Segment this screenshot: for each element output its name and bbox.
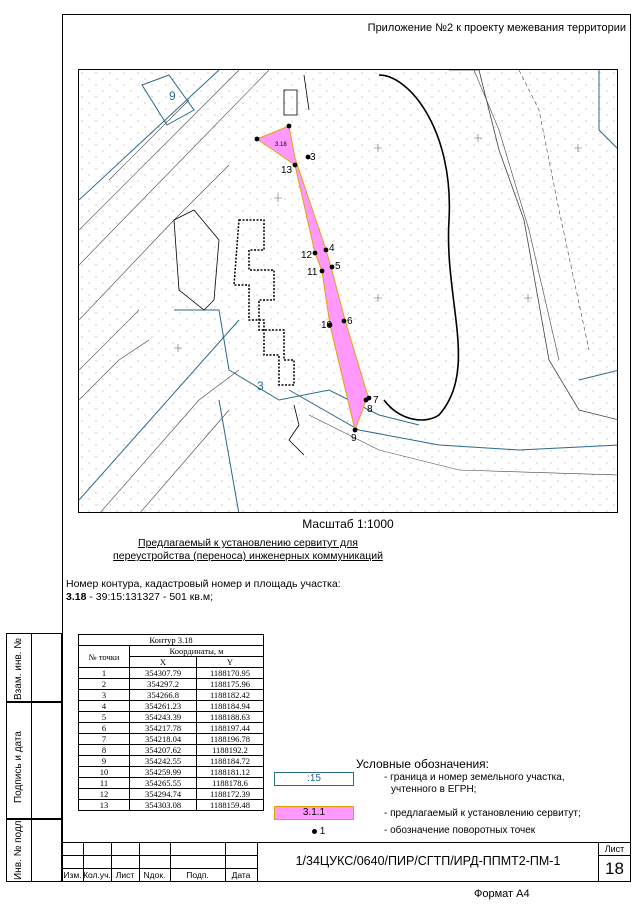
table-row	[79, 756, 264, 767]
coordinates-table	[78, 634, 264, 811]
contour-label: 3.18	[275, 142, 287, 148]
table-row	[79, 690, 264, 701]
tb-col-podp: Подп.	[186, 870, 209, 880]
x-cell: 354294.74	[130, 789, 197, 800]
point-label-3: 4	[329, 243, 335, 254]
turning-point-4	[330, 265, 335, 270]
turning-point-13	[255, 137, 260, 142]
point-number-cell: 5	[79, 712, 130, 723]
legend-point-text: - обозначение поворотных точек	[384, 825, 536, 836]
table-row	[79, 679, 264, 690]
stamp-signature: Подпись и дата	[6, 702, 62, 819]
turning-point-8	[353, 428, 358, 433]
y-cell: 1188170.95	[197, 668, 264, 679]
y-cell: 1188188.63	[197, 712, 264, 723]
sheet-label: Лист	[604, 844, 625, 854]
legend-title: Условные обозначения:	[356, 757, 489, 771]
col-x-header: X	[130, 657, 197, 668]
tb-col-list: Лист	[115, 870, 135, 880]
y-cell: 1188172.39	[197, 789, 264, 800]
map-scale: Масштаб 1:1000	[302, 517, 394, 531]
y-cell: 1188181.12	[197, 767, 264, 778]
servitude-purpose	[62, 537, 434, 563]
turning-point-12	[293, 163, 298, 168]
point-label-12: 13	[281, 165, 293, 176]
table-row	[79, 778, 264, 789]
point-number-cell: 12	[79, 789, 130, 800]
contour-info	[66, 578, 341, 604]
sheet-number: 18	[605, 859, 624, 878]
parcel-label-9: 9	[169, 89, 176, 103]
table-title: Контур 3.18	[79, 635, 264, 646]
point-number-cell: 10	[79, 767, 130, 778]
table-row	[79, 701, 264, 712]
turning-point-11	[313, 251, 318, 256]
title-block	[62, 842, 631, 882]
x-cell: 354217.78	[130, 723, 197, 734]
x-cell: 354207.62	[130, 745, 197, 756]
table-row	[79, 723, 264, 734]
turning-point-3	[324, 248, 329, 253]
turning-point-10	[320, 269, 325, 274]
point-number-cell: 11	[79, 778, 130, 789]
x-cell: 354218.04	[130, 734, 197, 745]
point-number-cell: 4	[79, 701, 130, 712]
legend-point-sample: 1	[312, 826, 325, 837]
col-point-header: № точки	[79, 646, 130, 668]
table-row	[79, 745, 264, 756]
legend-servitude-text: - предлагаемый к установлению сервитут;	[384, 808, 581, 819]
table-row	[79, 712, 264, 723]
x-cell: 354297.2	[130, 679, 197, 690]
point-number-cell: 6	[79, 723, 130, 734]
y-cell: 1188196.78	[197, 734, 264, 745]
table-row	[79, 789, 264, 800]
point-label-10: 11	[307, 267, 318, 278]
tb-col-data: Дата	[231, 870, 251, 880]
col-y-header: Y	[197, 657, 264, 668]
tb-col-ndok: Nдок.	[143, 870, 166, 880]
point-label-11: 12	[301, 250, 313, 261]
coordinates-body	[79, 668, 264, 811]
legend-parcel-text: - граница и номер земельного участка, учтенного в ЕГРН;	[384, 772, 565, 795]
table-row	[79, 668, 264, 679]
y-cell: 1188192.2	[197, 745, 264, 756]
x-cell: 354242.55	[130, 756, 197, 767]
table-row	[79, 734, 264, 745]
document-code: 1/34ЦУКС/0640/ПИР/СГТП/ИРД-ППМТ2-ПМ-1	[295, 854, 561, 868]
x-cell: 354303.08	[130, 800, 197, 811]
x-cell: 354259.99	[130, 767, 197, 778]
contour-details: - 39:15:131327 - 501 кв.м;	[86, 591, 213, 603]
format-label: Формат А4	[474, 888, 530, 900]
contour-caption: Номер контура, кадастровый номер и площадь участка:	[66, 578, 341, 590]
x-cell: 354243.39	[130, 712, 197, 723]
map-drawing	[79, 70, 618, 513]
x-cell: 354266.8	[130, 690, 197, 701]
y-cell: 1188197.44	[197, 723, 264, 734]
point-number-cell: 2	[79, 679, 130, 690]
y-cell: 1188184.72	[197, 756, 264, 767]
tb-col-kol: Кол.уч.	[83, 870, 111, 880]
purpose-line-1: Предлагаемый к установлению сервитут для	[138, 537, 358, 549]
y-cell: 1188182.42	[197, 690, 264, 701]
col-coords-header: Координаты, м	[130, 646, 264, 657]
stamp-inv-vzam: Взам. инв. №	[6, 633, 62, 702]
legend-servitude-sample: 3.1.1	[274, 806, 354, 820]
point-number-cell: 13	[79, 800, 130, 811]
y-cell: 1188184.94	[197, 701, 264, 712]
turning-point-1	[287, 124, 292, 129]
point-number-cell: 3	[79, 690, 130, 701]
y-cell: 1188175.96	[197, 679, 264, 690]
header-text: Приложение №2 к проекту межевания территории	[367, 22, 626, 34]
stamp-inv-podl: Инв. № подл.	[6, 819, 62, 882]
point-label-9: 10	[321, 320, 333, 331]
point-label-5: 6	[347, 316, 353, 327]
turning-point-5	[342, 319, 347, 324]
x-cell: 354261.23	[130, 701, 197, 712]
cadastral-map	[78, 69, 618, 513]
point-label-8: 9	[351, 433, 357, 444]
turning-point-7	[364, 398, 369, 403]
point-number-cell: 8	[79, 745, 130, 756]
x-cell: 354265.55	[130, 778, 197, 789]
y-cell: 1188159.48	[197, 800, 264, 811]
table-row	[79, 767, 264, 778]
point-number-cell: 7	[79, 734, 130, 745]
legend-parcel-sample: :15	[274, 772, 354, 786]
point-label-4: 5	[335, 261, 341, 272]
point-number-cell: 1	[79, 668, 130, 679]
y-cell: 1188178.6	[197, 778, 264, 789]
tb-col-izm: Изм.	[63, 870, 82, 880]
point-number-cell: 9	[79, 756, 130, 767]
parcel-label-3: 3	[257, 379, 264, 393]
contour-number: 3.18	[66, 591, 87, 603]
point-dot-icon	[312, 829, 317, 834]
table-row	[79, 800, 264, 811]
x-cell: 354307.79	[130, 668, 197, 679]
purpose-line-2: переустройства (переноса) инженерных коммуникаций	[113, 550, 383, 562]
point-label-7: 8	[367, 404, 373, 415]
point-label-2: 3	[310, 152, 316, 163]
point-label-6: 7	[373, 395, 379, 406]
